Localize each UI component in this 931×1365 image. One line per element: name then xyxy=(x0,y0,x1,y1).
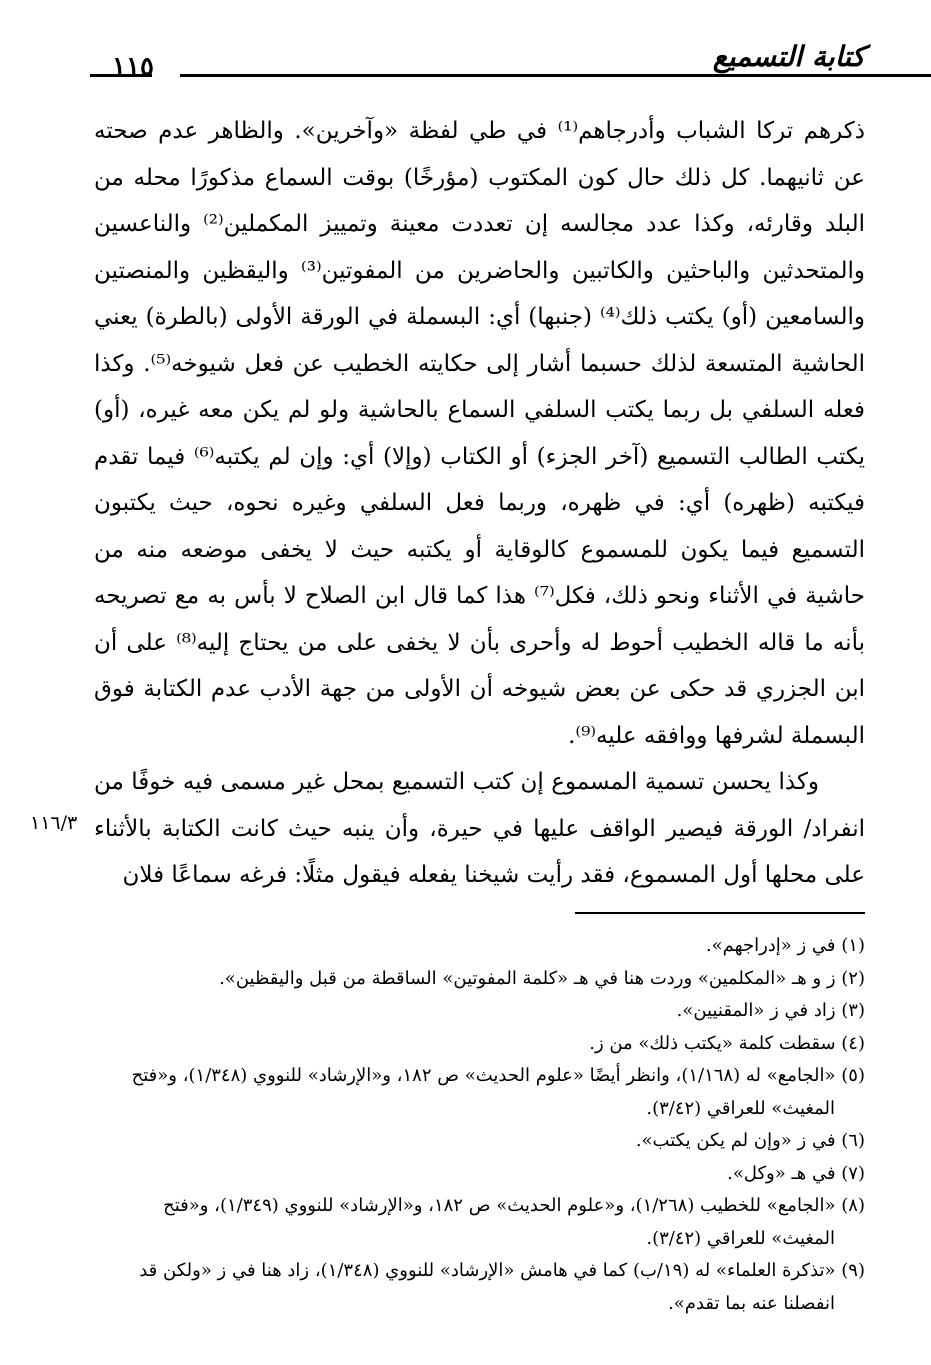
page-number: ١١٥ xyxy=(112,52,154,82)
header-rule xyxy=(180,74,931,77)
footnote: (٨) «الجامع» للخطيب (١/٢٦٨)، و«علوم الحديث» ص ١٨٢، و«الإرشاد» للنووي (١/٣٤٩)، و«فتح المغيث» للعراقي (٣/٤٢). xyxy=(163,1195,865,1249)
footnote: (٩) «تذكرة العلماء» له (١٩/ب) كما في هامش «الإرشاد» للنووي (١/٣٤٨)، زاد هنا في ز «ولكن قد انفصلنا عنه بما تقدم». xyxy=(139,1260,865,1314)
main-text xyxy=(94,108,865,899)
footnote: (٢) ز و هـ «المكلمين» وردت هنا في هـ «كلمة المفوتين» الساقطة من قبل واليقظين». xyxy=(219,967,865,989)
footnote: (٤) سقطت كلمة «يكتب ذلك» من ز. xyxy=(589,1032,865,1054)
marginal-page-reference: ١١٦/٣ xyxy=(30,812,78,834)
footnote-separator xyxy=(575,912,865,914)
footnote: (٥) «الجامع» له (١/١٦٨)، وانظر أيضًا «علوم الحديث» ص ١٨٢، و«الإرشاد» للنووي (١/٣٤٨)، و«فتح المغيث» للعراقي (٣/٤٢). xyxy=(131,1065,865,1119)
footnote: (٧) في هـ «وكل». xyxy=(727,1162,865,1184)
paragraph: وكذا يحسن تسمية المسموع إن كتب التسميع بمحل غير مسمى فيه خوفًا من انفراد/ الورقة فيصير الواقف عليها في حيرة، وأن ينبه حيث كانت الكتابة بالأثناء على محلها أول المسموع، فقد رأيت شيخنا يفعله فيقول مثلًا: فرغه سماعًا فلان xyxy=(94,769,865,888)
footnotes xyxy=(94,930,865,1320)
running-header xyxy=(90,26,865,86)
footnote: (٣) زاد في ز «المقنيين». xyxy=(676,1000,865,1021)
footnote: (١) في ز «إدراجهم». xyxy=(705,935,865,956)
running-title: كتابة التسميع xyxy=(712,40,865,73)
footnote: (٦) في ز «وإن لم يكن يكتب». xyxy=(635,1130,865,1151)
header-rule-short xyxy=(90,74,152,77)
paragraph: ذكرهم تركا الشباب وأدرجاهم⁽¹⁾ في طي لفظة «وآخرين». والظاهر عدم صحته عن ثانيهما. كل ذلك حال كون المكتوب (مؤرخًا) بوقت السماع مذكورًا محله من البلد وقارئه، وكذا عدد مجالسه إن تعددت معينة وتمييز المكملين⁽²⁾ والناعسين والمتحدثين والباحثين والكاتبين والحاضرين من المفوتين⁽³⁾ واليقظين والمنصتين والسامعين (أو) يكتب ذلك⁽⁴⁾ (جنبها) أي: البسملة في الورقة الأولى (بالطرة) يعني الحاشية المتسعة لذلك حسبما أشار إلى حكايته الخطيب عن فعل شيوخه⁽⁵⁾. وكذا فعله السلفي بل ربما يكتب السلفي السماع بالحاشية ولو لم يكن معه غيره، (أو) يكتب الطالب التسميع (آخر الجزء) أو الكتاب (وإلا) أي: وإن لم يكتبه⁽⁶⁾ فيما تقدم فيكتبه (ظهره) أي: في ظهره، وربما فعل السلفي وغيره نحوه، حيث يكتبون التسميع فيما يكون للمسموع كالوقاية أو يكتبه حيث لا يخفى موضعه منه من حاشية في الأثناء ونحو ذلك، فكل⁽⁷⁾ هذا كما قال ابن الصلاح لا بأس به مع تصريحه بأنه ما قاله الخطيب أحوط له وأحرى بأن لا يخفى على من يحتاج إليه⁽⁸⁾ على أن ابن الجزري قد حكى عن بعض شيوخه أن الأولى من جهة الأدب عدم الكتابة فوق البسملة لشرفها ووافقه عليه⁽⁹⁾. xyxy=(94,118,866,749)
